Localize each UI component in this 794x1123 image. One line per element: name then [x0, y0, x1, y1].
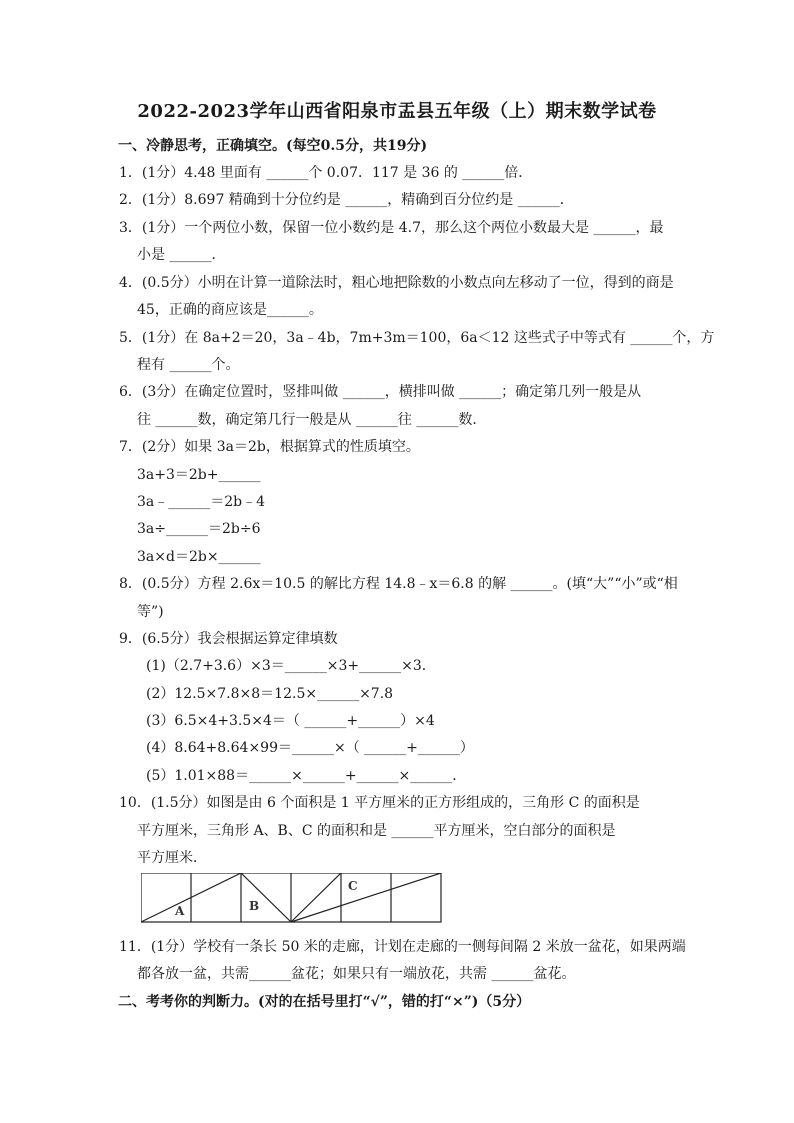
question-line: 3a﹣______＝2b﹣4: [137, 494, 266, 510]
question-line: 4．(0.5分）小明在计算一道除法时，粗心地把除数的小数点向左移动了一位，得到的商是: [119, 275, 674, 291]
question-line: (2）12.5×7.8×8＝12.5×______×7.8: [146, 686, 394, 702]
question-line: 3a÷______＝2b÷6: [137, 521, 261, 537]
triangle-b-edge: [241, 873, 291, 922]
question-line: 小是 ______．: [137, 247, 226, 263]
question-line: 程有 ______个。: [137, 357, 240, 373]
section-2-heading: 二、考考你的判断力。(对的在括号里打“√”，错的打“×”)（5分）: [118, 994, 531, 1010]
question-line: 11．(1分）学校有一条长 50 米的走廊，计划在走廊的一侧每间隔 2 米放一盆花，如果两端: [119, 939, 686, 955]
question-line: 10．(1.5分）如图是由 6 个面积是 1 平方厘米的正方形组成的，三角形 C 的面积是: [119, 795, 640, 811]
question-line: 3a×d＝2b×______: [137, 549, 261, 565]
label-c: C: [348, 879, 358, 893]
question-line: 平方厘米，三角形 A、B、C 的面积和是 ______平方厘米，空白部分的面积是: [137, 823, 616, 839]
triangle-c-edge-1: [291, 873, 341, 922]
section-1-heading: 一、冷静思考，正确填空。(每空0.5分，共19分): [118, 138, 428, 154]
question-line: 平方厘米．: [137, 850, 207, 866]
question-line: 3a+3＝2b+______: [137, 467, 261, 483]
question-line: 1．(1分）4.48 里面有 ______个 0.07．117 是 36 的 ______倍．: [119, 165, 533, 181]
squares-figure: [141, 873, 443, 923]
question-line: (3）6.5×4+3.5×4＝（ ______+______）×4: [146, 713, 435, 729]
label-a: A: [175, 904, 185, 918]
question-line: 都各放一盆，共需______盆花；如果只有一端放花，共需 ______盆花。: [137, 966, 576, 982]
question-line: 2．(1分）8.697 精确到十分位约是 ______，精确到百分位约是 ______．: [119, 192, 574, 208]
label-b: B: [249, 899, 260, 913]
question-line: 5．(1分）在 8a+2＝20，3a﹣4b，7m+3m＝100，6a＜12 这些式子中等式有 ______个，方: [119, 330, 715, 346]
question-line: 9．(6.5分）我会根据运算定律填数: [119, 631, 338, 647]
question-line: 7．(2分）如果 3a＝2b，根据算式的性质填空。: [119, 439, 420, 455]
question-line: 往 ______数，确定第几行一般是从 ______往 ______数．: [137, 412, 487, 428]
question-line: 6．(3分）在确定位置时，竖排叫做 ______，横排叫做 ______；确定第几列一般是从: [119, 384, 642, 400]
question-line: (5）1.01×88＝______×______+______×______．: [146, 768, 467, 784]
question-line: 8．(0.5分）方程 2.6x＝10.5 的解比方程 14.8﹣x＝6.8 的解 ______。(填“大”“小”或“相: [119, 576, 678, 592]
question-line: 45，正确的商应该是______。: [137, 302, 323, 318]
question-line: 3．(1分）一个两位小数，保留一位小数约是 4.7，那么这个两位小数最大是 ______，最: [119, 220, 664, 236]
question-line: 等”): [137, 604, 164, 620]
triangle-c-edge-2: [291, 873, 441, 922]
question-line: (4）8.64+8.64×99＝______×（ ______+______）: [146, 740, 474, 756]
exam-title: 2022-2023学年山西省阳泉市盂县五年级（上）期末数学试卷: [137, 101, 657, 122]
question-line: (1)（2.7+3.6）×3＝______×3+______×3．: [146, 658, 436, 674]
